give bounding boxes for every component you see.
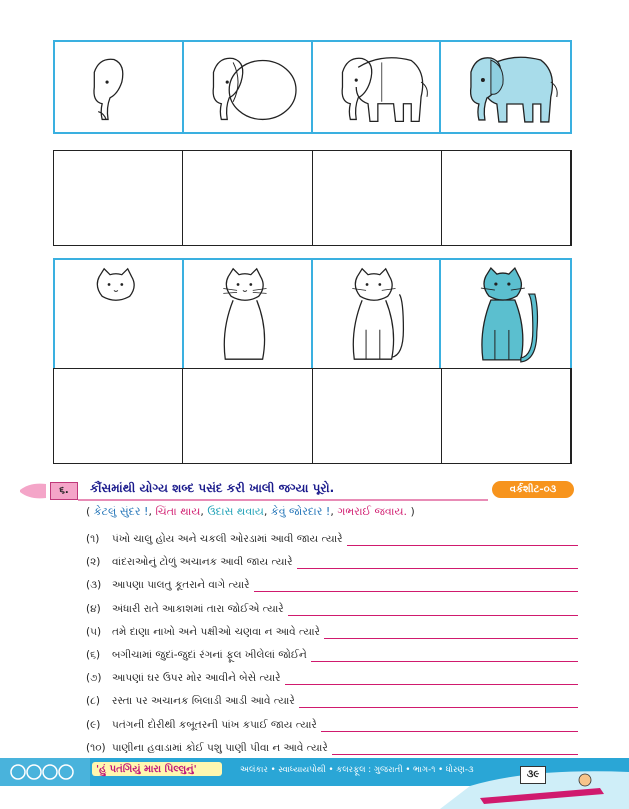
practice-box-3[interactable] [313,151,442,245]
practice-box-4[interactable] [442,151,571,245]
elephant-step-3 [313,42,442,132]
worksheet-badge: વર્કશીટ-૦૩ [492,481,574,498]
elephant-step-1-drawing [55,42,182,132]
fill-in-item [86,526,578,546]
item-number: (૫) [86,625,102,638]
fill-in-item [86,665,578,685]
item-text: બગીચામાં જુદાં-જુદાં રંગનાં ફૂલ ખીલેલાં જોઈને [112,649,307,661]
page-number: ૩૯ [520,766,546,784]
item-text: આપણા પાલતુ કૂતરાને વાગે ત્યારે [112,579,250,592]
word-choices: ( કેટલું સુંદર !, ચિંતા થાય, ઉદાસ થવાય, કેવું જોરદાર !, ગભરાઈ જવાય. ) [86,505,415,518]
elephant-step-4-drawing [441,42,570,132]
answer-blank-line[interactable] [254,590,578,592]
cat-practice-grid [53,368,572,464]
elephant-step-4 [441,42,570,132]
cat-step-4-drawing [441,260,570,368]
item-number: (૬) [86,649,101,661]
practice-box-7[interactable] [313,369,442,463]
item-text: આપણાં ઘર ઉપર મોર આવીને બેસે ત્યારે [112,672,281,685]
answer-blank-line[interactable] [285,683,578,685]
elephant-step-2-drawing [184,42,311,132]
fill-in-item [86,572,578,592]
fill-in-item [86,642,578,662]
question-number: ૬. [50,482,78,500]
fill-in-item [86,619,578,639]
practice-box-1[interactable] [54,151,183,245]
item-text: પંખો ચાલુ હોય અને ચકલી ઓરડામાં આવી જાય ત્યારે [112,533,343,545]
choice-2: ચિંતા થાય [155,505,201,518]
practice-box-6[interactable] [183,369,312,463]
answer-blank-line[interactable] [288,614,578,616]
choice-4: કેવું જોરદાર ! [270,505,331,518]
fill-in-item [86,688,578,708]
practice-box-8[interactable] [442,369,571,463]
fill-in-item [86,712,578,732]
cat-step-2-drawing [184,260,311,368]
cat-steps-grid [53,258,572,370]
fill-in-item [86,549,578,569]
cat-step-1-drawing [55,260,182,368]
item-text: વાંદરાઓનું ટોળું અચાનક આવી જાય ત્યારે [112,556,293,569]
cat-step-3-drawing [313,260,440,368]
choices-open: ( [86,505,91,518]
elephant-step-1 [55,42,184,132]
choices-close: ) [410,505,415,518]
answer-blank-line[interactable] [299,706,578,708]
elephant-steps-grid [53,40,572,134]
item-number: (૨) [86,556,101,569]
item-number: (૪) [86,602,101,615]
footer-series-info: અલંકાર • સ્વાધ્યાયપોથી • કલરફૂલ : ગુજરાતી • ભાગ-૧ • ધોરણ-૩ [240,765,474,775]
elephant-practice-grid [53,150,572,246]
item-text: તમે દાણા નાખો અને પક્ષીઓ ચણવા ન આવે ત્યારે [112,625,320,638]
fill-in-item [86,596,578,616]
choice-3: ઉદાસ થવાય [207,505,264,518]
item-number: (૯) [86,718,101,731]
answer-blank-line[interactable] [311,660,578,662]
choice-1: કેટલું સુંદર ! [93,505,149,518]
answer-blank-line[interactable] [347,544,578,546]
elephant-step-2 [184,42,313,132]
item-number: (૧) [86,533,100,545]
item-number: (૮) [86,695,100,708]
cat-step-2 [184,260,313,368]
item-text: અંધારી રાતે આકાશમાં તારા જોઈએ ત્યારે [112,602,284,615]
footer-slogan: 'હું પતંગિયું મારા પિલ્લુનું' [96,764,197,775]
practice-box-5[interactable] [54,369,183,463]
cat-step-1 [55,260,184,368]
item-number: (૧૦) [86,741,106,754]
item-number: (૩) [86,579,102,592]
item-text: રસ્તા પર અચાનક બિલાડી આડી આવે ત્યારે [112,695,295,708]
answer-blank-line[interactable] [332,753,578,755]
choice-5: ગભરાઈ જવાય. [337,505,407,518]
item-text: પાણીના હવાડામાં કોઈ પશુ પાણી પીવા ન આવે ત્યારે [112,741,328,754]
cat-step-3 [313,260,442,368]
practice-box-2[interactable] [183,151,312,245]
item-text: પતંગની દોરીથી કબૂતરની પાંખ કપાઈ જાય ત્યારે [112,718,317,731]
cat-step-4 [441,260,570,368]
answer-blank-line[interactable] [324,637,578,639]
question-instruction: કૌંસમાંથી યોગ્ય શબ્દ પસંદ કરી ખાલી જગ્યા પૂરો. [90,481,335,495]
answer-blank-line[interactable] [297,567,578,569]
fill-in-item [86,735,578,755]
elephant-step-3-drawing [313,42,440,132]
item-number: (૭) [86,672,102,685]
answer-blank-line[interactable] [321,730,578,732]
